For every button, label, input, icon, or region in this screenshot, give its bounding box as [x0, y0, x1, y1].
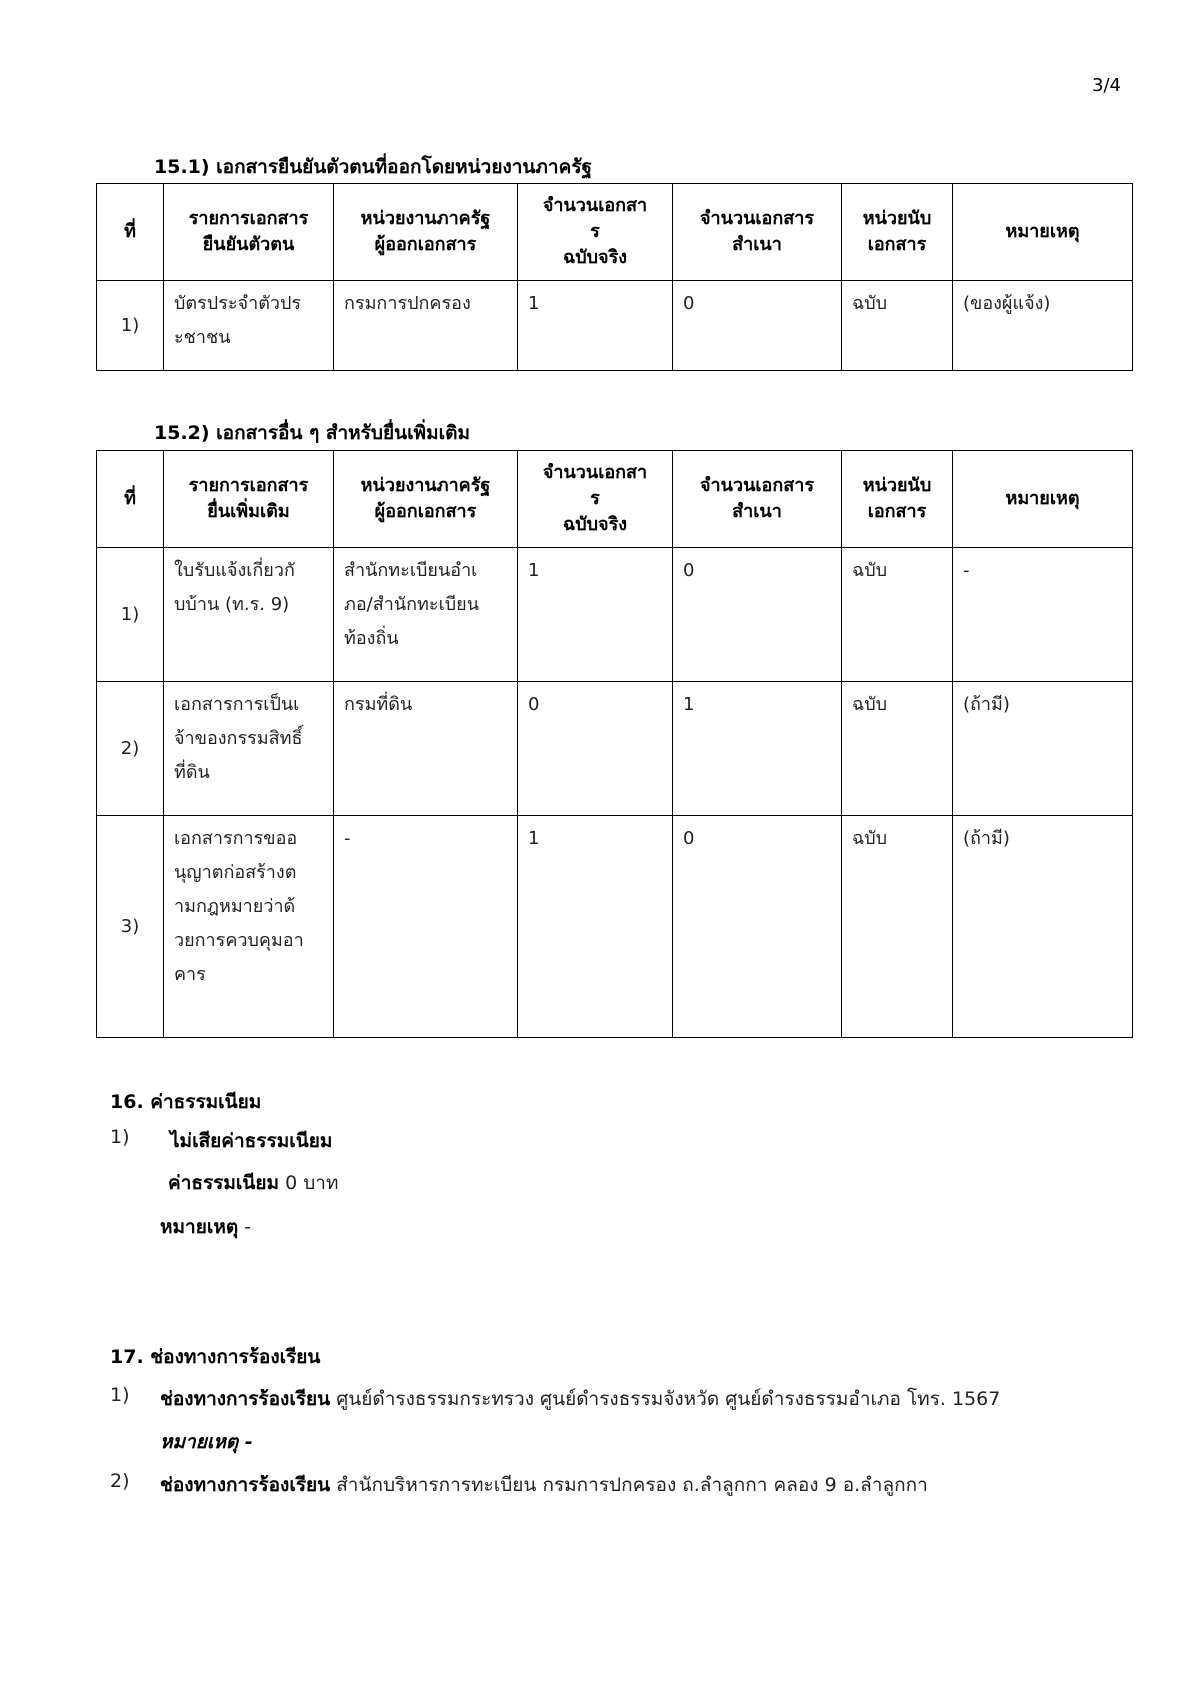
- header-document: รายการเอกสาร ยื่นเพิ่มเติม: [164, 451, 334, 548]
- row-unit: ฉบับ: [842, 281, 953, 371]
- row-original-count: 1: [518, 816, 673, 1038]
- section-17-heading: 17. ช่องทางการร้องเรียน: [110, 1346, 321, 1368]
- row-copy-count: 0: [673, 281, 842, 371]
- header-unit: หน่วยนับ เอกสาร: [842, 451, 953, 548]
- row-agency: -: [334, 816, 518, 1038]
- fee-note-value: -: [244, 1216, 252, 1238]
- row-original-count: 0: [518, 682, 673, 816]
- header-unit: หน่วยนับ เอกสาร: [842, 184, 953, 281]
- header-copy-count: จำนวนเอกสาร สำเนา: [673, 184, 842, 281]
- header-note: หมายเหตุ: [953, 184, 1133, 281]
- table-header-row: [97, 451, 1133, 548]
- table-row: [97, 682, 1133, 816]
- header-document: รายการเอกสาร ยืนยันตัวตน: [164, 184, 334, 281]
- fee-label: ค่าธรรมเนียม: [168, 1172, 280, 1194]
- complaint-label: ช่องทางการร้องเรียน: [160, 1474, 331, 1496]
- complaint-item: [110, 1384, 1000, 1414]
- complaint-text: ศูนย์ดำรงธรรมกระทรวง ศูนย์ดำรงธรรมจังหวัด ศูนย์ดำรงธรรมอำเภอ โทร. 1567: [336, 1388, 1001, 1410]
- row-note: (ของผู้แจ้ง): [953, 281, 1133, 371]
- row-note: (ถ้ามี): [953, 682, 1133, 816]
- complaint-label: ช่องทางการร้องเรียน: [160, 1388, 331, 1410]
- row-copy-count: 0: [673, 548, 842, 682]
- fee-item: [110, 1126, 332, 1156]
- complaint-item: [110, 1470, 928, 1500]
- row-agency: กรมที่ดิน: [334, 682, 518, 816]
- row-copy-count: 0: [673, 816, 842, 1038]
- row-no: 1): [97, 281, 164, 371]
- row-document: ใบรับแจ้งเกี่ยวกั บบ้าน (ท.ร. 9): [164, 548, 334, 682]
- table-row: [97, 281, 1133, 371]
- table-header-row: [97, 184, 1133, 281]
- complaint-text: สำนักบริหารการทะเบียน กรมการปกครอง ถ.ลำลูกกา คลอง 9 อ.ลำลูกกา: [336, 1474, 928, 1496]
- header-agency: หน่วยงานภาครัฐ ผู้ออกเอกสาร: [334, 184, 518, 281]
- additional-documents-table: [96, 450, 1133, 1038]
- row-unit: ฉบับ: [842, 816, 953, 1038]
- row-agency: กรมการปกครอง: [334, 281, 518, 371]
- page-number: 3/4: [1092, 75, 1121, 96]
- row-no: 1): [97, 548, 164, 682]
- row-unit: ฉบับ: [842, 548, 953, 682]
- complaint-item-number: 1): [110, 1384, 130, 1406]
- row-no: 3): [97, 816, 164, 1038]
- section-16-heading: 16. ค่าธรรมเนียม: [110, 1091, 262, 1113]
- fee-item-number: 1): [110, 1126, 130, 1148]
- header-copy-count: จำนวนเอกสาร สำเนา: [673, 451, 842, 548]
- row-no: 2): [97, 682, 164, 816]
- row-original-count: 1: [518, 548, 673, 682]
- row-original-count: 1: [518, 281, 673, 371]
- row-note: (ถ้ามี): [953, 816, 1133, 1038]
- section-15-2-title: 15.2) เอกสารอื่น ๆ สำหรับยื่นเพิ่มเติม: [154, 422, 470, 444]
- row-document: เอกสารการเป็นเ จ้าของกรรมสิทธิ์ ที่ดิน: [164, 682, 334, 816]
- header-no: ที่: [97, 184, 164, 281]
- complaint-note: หมายเหตุ -: [160, 1431, 253, 1453]
- header-note: หมายเหตุ: [953, 451, 1133, 548]
- table-row: [97, 548, 1133, 682]
- row-note: -: [953, 548, 1133, 682]
- fee-item-title: ไม่เสียค่าธรรมเนียม: [170, 1130, 333, 1152]
- fee-note-line: [160, 1212, 251, 1242]
- fee-line: [168, 1168, 339, 1198]
- fee-value: 0 บาท: [285, 1172, 339, 1194]
- row-copy-count: 1: [673, 682, 842, 816]
- header-original-count: จำนวนเอกสา ร ฉบับจริง: [518, 184, 673, 281]
- table-row: [97, 816, 1133, 1038]
- row-unit: ฉบับ: [842, 682, 953, 816]
- fee-note-label: หมายเหตุ: [160, 1216, 239, 1238]
- section-15-1-title: 15.1) เอกสารยืนยันตัวตนที่ออกโดยหน่วยงานภาครัฐ: [154, 156, 593, 178]
- row-agency: สำนักทะเบียนอำเ ภอ/สำนักทะเบียน ท้องถิ่น: [334, 548, 518, 682]
- row-document: เอกสารการขออ นุญาตก่อสร้างต ามกฎหมายว่าด้ วยการควบคุมอา คาร: [164, 816, 334, 1038]
- header-no: ที่: [97, 451, 164, 548]
- row-document: บัตรประจำตัวปร ะชาชน: [164, 281, 334, 371]
- header-agency: หน่วยงานภาครัฐ ผู้ออกเอกสาร: [334, 451, 518, 548]
- complaint-item-number: 2): [110, 1470, 130, 1492]
- header-original-count: จำนวนเอกสา ร ฉบับจริง: [518, 451, 673, 548]
- identity-documents-table: [96, 183, 1133, 371]
